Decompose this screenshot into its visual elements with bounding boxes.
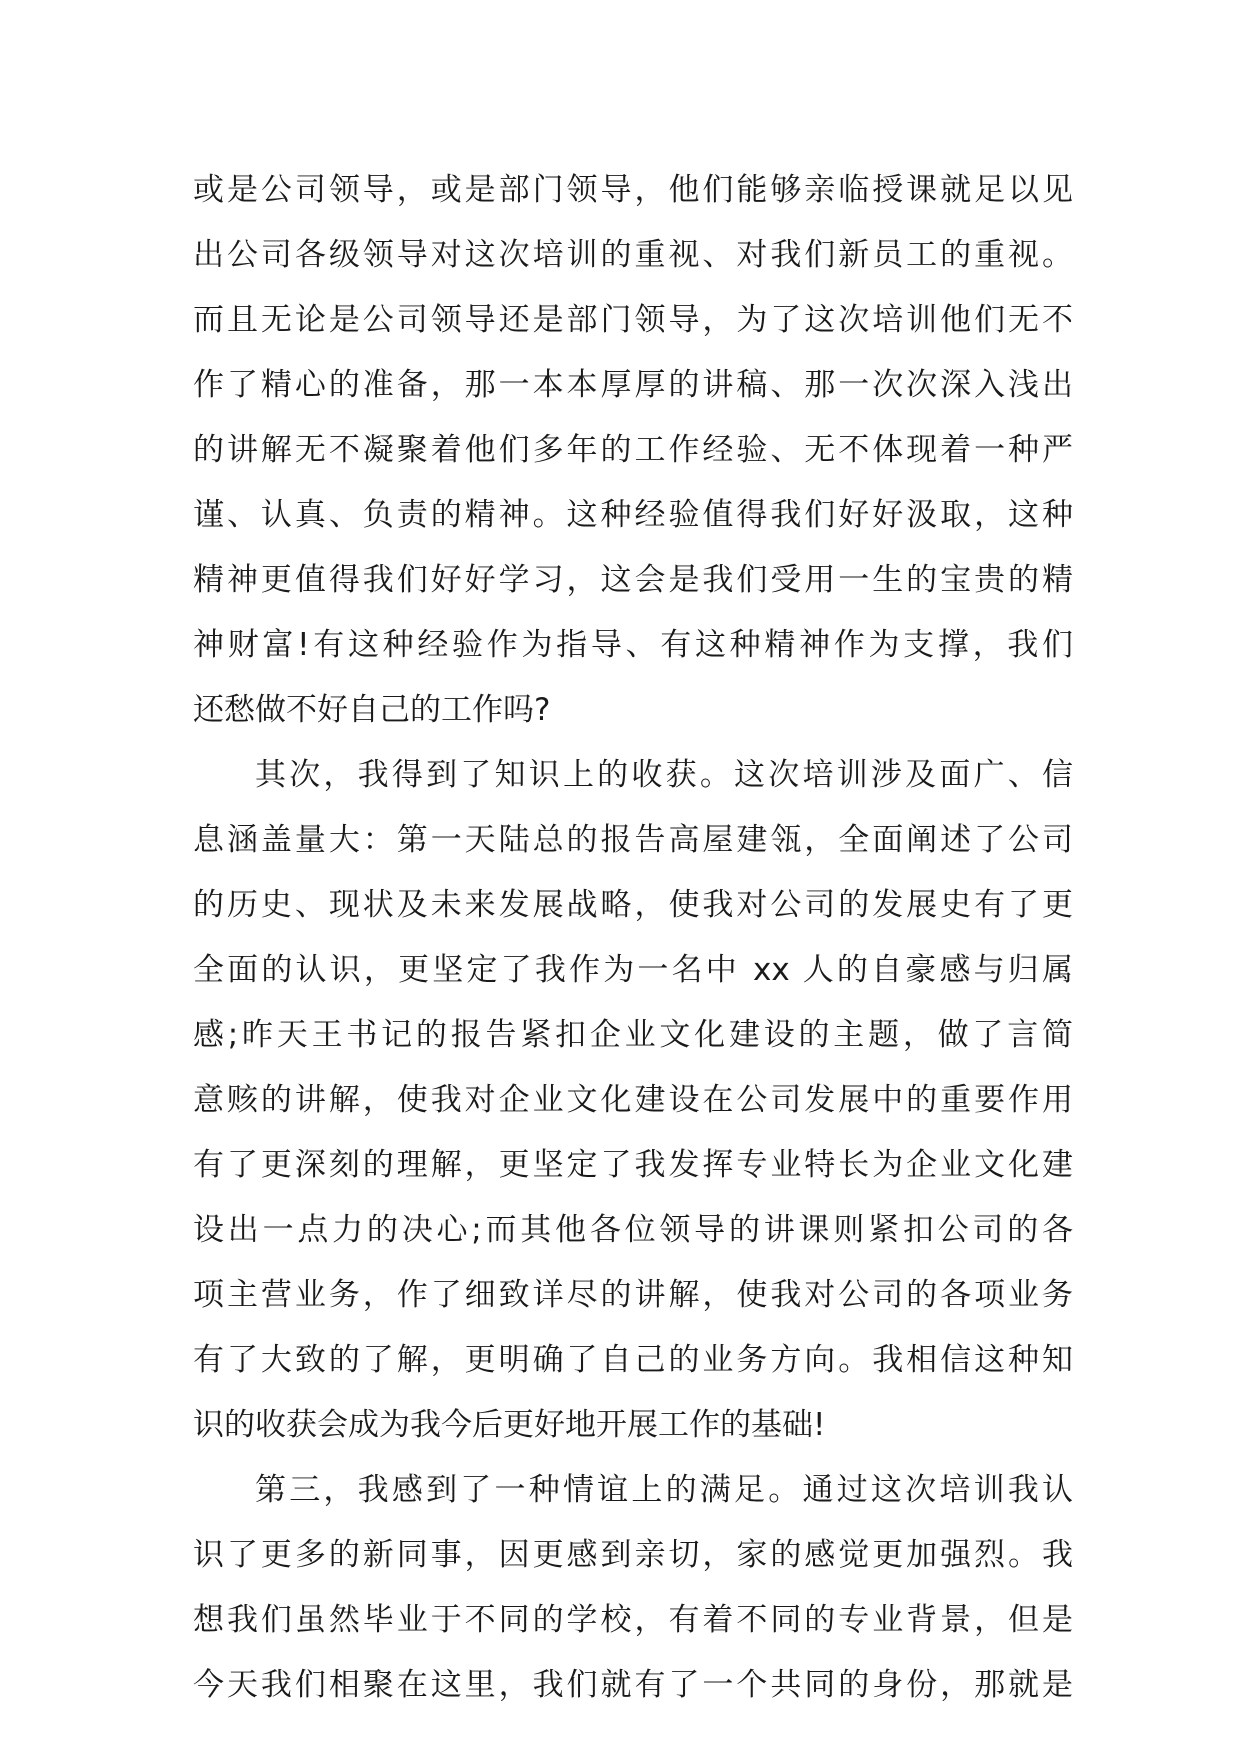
text-line: 感;昨天王书记的报告紧扣企业文化建设的主题，做了言简 [193, 1017, 1073, 1053]
text-line: 还愁做不好自己的工作吗? [193, 692, 551, 728]
text-line: 第三，我感到了一种情谊上的满足。通过这次培训我认 [255, 1472, 1073, 1508]
text-line: 识了更多的新同事，因更感到亲切，家的感觉更加强烈。我 [193, 1537, 1073, 1573]
text-line: 精神更值得我们好好学习，这会是我们受用一生的宝贵的精 [193, 562, 1073, 598]
text-line: 的历史、现状及未来发展战略，使我对公司的发展史有了更 [193, 887, 1073, 923]
body-text [193, 158, 1073, 1718]
text-line: 作了精心的准备，那一本本厚厚的讲稿、那一次次深入浅出 [193, 367, 1073, 403]
text-line: 神财富!有这种经验作为指导、有这种精神作为支撑，我们 [193, 627, 1073, 663]
text-line: 或是公司领导，或是部门领导，他们能够亲临授课就足以见 [193, 172, 1073, 208]
text-line: 的讲解无不凝聚着他们多年的工作经验、无不体现着一种严 [193, 432, 1073, 468]
text-line: 意赅的讲解，使我对企业文化建设在公司发展中的重要作用 [193, 1082, 1073, 1118]
text-line: 谨、认真、负责的精神。这种经验值得我们好好汲取，这种 [193, 497, 1073, 533]
text-line: 出公司各级领导对这次培训的重视、对我们新员工的重视。 [193, 237, 1073, 273]
text-line: 息涵盖量大：第一天陆总的报告高屋建瓴，全面阐述了公司 [193, 822, 1073, 858]
text-line: 项主营业务，作了细致详尽的讲解，使我对公司的各项业务 [193, 1277, 1073, 1313]
text-line: 想我们虽然毕业于不同的学校，有着不同的专业背景，但是 [193, 1602, 1073, 1638]
text-line: 其次，我得到了知识上的收获。这次培训涉及面广、信 [255, 757, 1073, 793]
text-line: 有了大致的了解，更明确了自己的业务方向。我相信这种知 [193, 1342, 1073, 1378]
text-line: 有了更深刻的理解，更坚定了我发挥专业特长为企业文化建 [193, 1147, 1073, 1183]
text-line: 识的收获会成为我今后更好地开展工作的基础! [193, 1407, 826, 1443]
text-line: 设出一点力的决心;而其他各位领导的讲课则紧扣公司的各 [193, 1212, 1073, 1248]
text-line: 今天我们相聚在这里，我们就有了一个共同的身份，那就是 [193, 1667, 1073, 1703]
text-line: 全面的认识，更坚定了我作为一名中 xx 人的自豪感与归属 [193, 952, 1073, 988]
text-line: 而且无论是公司领导还是部门领导，为了这次培训他们无不 [193, 302, 1073, 338]
